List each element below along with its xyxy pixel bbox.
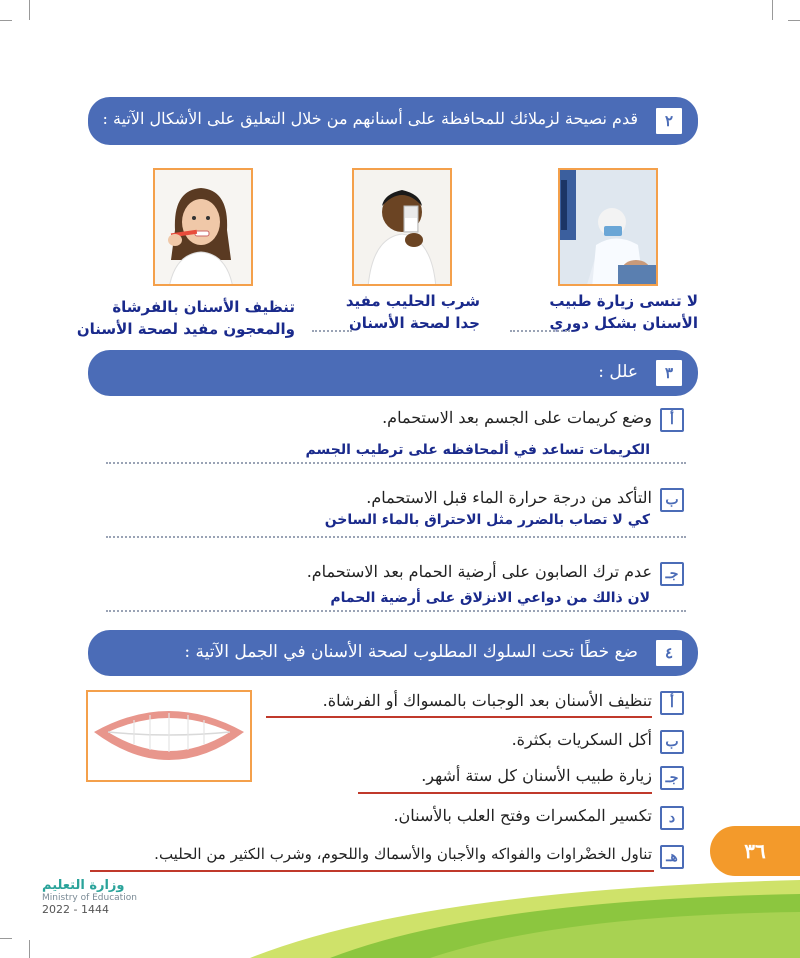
item-letter: أ	[660, 408, 684, 432]
item-letter: أ	[660, 691, 684, 715]
caption-dentist-line2: الأسنان بشكل دوري	[549, 314, 698, 332]
caption-brushing-line2: والمعجون مفيد لصحة الأسنان	[76, 320, 295, 338]
answer-text: كي لا تصاب بالضرر مثل الاحتراق بالماء الساخن	[324, 512, 650, 528]
crop-mark	[0, 20, 12, 21]
green-swoosh-decoration	[0, 860, 800, 958]
answer-dots	[106, 610, 686, 612]
crop-mark	[29, 0, 30, 20]
answer-underline	[358, 792, 652, 794]
caption-dentist	[549, 290, 698, 334]
drinking-milk-photo	[352, 168, 452, 286]
answer-dots	[312, 330, 352, 332]
item-letter: هـ	[660, 845, 684, 869]
statement-text: أكل السكريات بكثرة.	[511, 730, 652, 749]
section3-number: ٣	[654, 358, 684, 388]
caption-milk	[346, 290, 480, 334]
caption-milk-line1: شرب الحليب مفيد	[345, 292, 480, 310]
item-letter: جـ	[660, 766, 684, 790]
answer-underline	[266, 716, 652, 718]
item-letter: ب	[660, 488, 684, 512]
crop-mark	[788, 20, 800, 21]
answer-text: لان ذالك من دواعي الانزلاق على أرضية الحمام	[330, 590, 650, 606]
question-text: وضع كريمات على الجسم بعد الاستحمام.	[382, 408, 652, 427]
section3-title: علل :	[598, 362, 638, 382]
statement-text: تكسير المكسرات وفتح العلب بالأسنان.	[393, 806, 652, 825]
caption-dentist-line1: لا تنسى زيارة طبيب	[549, 292, 698, 310]
question-text: عدم ترك الصابون على أرضية الحمام بعد الاستحمام.	[306, 562, 652, 581]
caption-brushing-line1: تنظيف الأسنان بالفرشاة	[112, 298, 295, 316]
answer-dots	[510, 330, 570, 332]
brushing-teeth-photo	[153, 168, 253, 286]
section3-banner	[88, 350, 698, 396]
section4-number: ٤	[654, 638, 684, 668]
item-letter: جـ	[660, 562, 684, 586]
ministry-english: Ministry of Education	[42, 893, 137, 903]
item-letter: ب	[660, 730, 684, 754]
ministry-arabic: وزارة التعليم	[42, 878, 125, 893]
answer-dots	[106, 536, 686, 538]
statement-text: تناول الخضْراوات والفواكه والأجبان والأسماك واللحوم، وشرب الكثير من الحليب.	[154, 845, 652, 863]
crop-mark	[772, 0, 773, 20]
ministry-year: 2022 - 1444	[42, 903, 109, 916]
page-number: ٣٦	[710, 826, 800, 876]
question-text: التأكد من درجة حرارة الماء قبل الاستحمام.	[366, 488, 652, 507]
dentist-visit-photo	[558, 168, 658, 286]
section4-banner	[88, 630, 698, 676]
section2-title: قدم نصيحة لزملائك للمحافظة على أسنانهم من خلال التعليق على الأشكال الآتية :	[102, 109, 638, 128]
section2-number: ٢	[654, 106, 684, 136]
statement-text: تنظيف الأسنان بعد الوجبات بالمسواك أو الفرشاة.	[322, 691, 652, 710]
answer-text: الكريمات تساعد في ألمحافظه على ترطيب الجسم	[305, 442, 650, 458]
answer-dots	[106, 462, 686, 464]
statement-text: زيارة طبيب الأسنان كل ستة أشهر.	[421, 766, 652, 785]
section2-banner	[88, 97, 698, 145]
item-letter: د	[660, 806, 684, 830]
caption-milk-line2: جدا لصحة الأسنان	[348, 314, 480, 332]
smile-photo	[86, 690, 252, 782]
caption-brushing	[77, 296, 295, 340]
section4-title: ضع خطًا تحت السلوك المطلوب لصحة الأسنان في الجمل الآتية :	[184, 642, 638, 662]
